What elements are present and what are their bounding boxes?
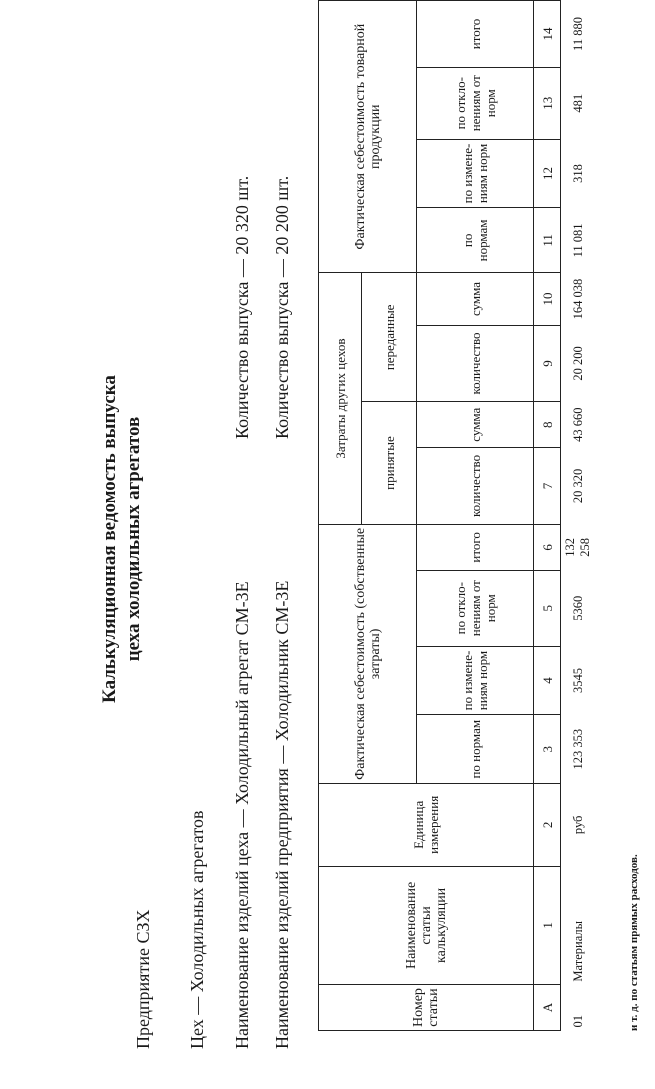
- header-transferred: переданные: [362, 273, 417, 402]
- header-unit: Единица измерения: [319, 783, 534, 866]
- header-other-shops: Затраты других цехов: [319, 273, 362, 524]
- header-quantity-1: количество: [417, 448, 534, 525]
- product-enterprise-label: Наименование изделий предприятия — Холодильник СМ-3Е: [272, 580, 292, 1049]
- cell-value: 123 353: [570, 728, 585, 770]
- column-number: 8: [534, 402, 561, 448]
- header-total-1: итого: [417, 524, 534, 570]
- cell-value: 43 660: [570, 407, 585, 442]
- column-number: 3: [534, 715, 561, 783]
- cell-value: 20 320: [570, 468, 585, 504]
- header-actual-cost-product: Фактическая себестоимость товарной продукции: [319, 1, 417, 273]
- header-row-1: [319, 1, 362, 1031]
- cell-article-no: 01: [570, 1015, 585, 1028]
- header-sum-1: сумма: [417, 402, 534, 448]
- column-number: 5: [534, 570, 561, 646]
- header-norm-changes-2: по измене-ниям норм: [417, 139, 534, 208]
- column-number: А: [534, 985, 561, 1031]
- calculation-table: [318, 0, 595, 1031]
- table-row: [561, 1, 596, 1031]
- document-title: [98, 329, 146, 749]
- workshop-label: Цех — Холодильных агрегатов: [187, 810, 207, 1049]
- column-number: 4: [534, 646, 561, 715]
- column-number: 7: [534, 448, 561, 525]
- cell-value: 132 258: [563, 537, 592, 557]
- column-number: 10: [534, 273, 561, 325]
- column-number: 6: [534, 524, 561, 570]
- header-article-name: Наименование статьи калькуляции: [319, 866, 534, 984]
- column-number: 13: [534, 67, 561, 139]
- cell-value: 3545: [570, 668, 585, 694]
- cell-value: 20 200: [570, 346, 585, 381]
- cell-value: 11 880: [570, 17, 585, 51]
- header-by-norms-1: по нормам: [417, 715, 534, 783]
- column-number: 9: [534, 325, 561, 402]
- footnote: и т. д. по статьям прямых расходов.: [628, 854, 640, 1031]
- cell-value: 5360: [570, 595, 585, 621]
- cell-value: 318: [570, 164, 585, 183]
- header-received: принятые: [362, 402, 417, 524]
- cell-unit: руб: [570, 815, 585, 835]
- header-actual-cost-own: Фактическая себестоимость (собственные затраты): [319, 524, 417, 783]
- title-line-2: цеха холодильных агрегатов: [123, 416, 144, 662]
- header-quantity-2: количество: [417, 325, 534, 402]
- header-article-no: Номер статьи: [319, 985, 534, 1031]
- enterprise-label: Предприятие СЗХ: [133, 909, 153, 1049]
- header-norm-changes-1: по измене-ниям норм: [417, 646, 534, 715]
- cell-article-name: Материалы: [570, 920, 585, 982]
- column-number: 1: [534, 866, 561, 984]
- output-quantity-1: Количество выпуска — 20 320 шт.: [232, 175, 252, 439]
- header-sum-2: сумма: [417, 273, 534, 325]
- cell-value: 481: [570, 93, 585, 113]
- cell-value: 11 081: [570, 223, 585, 258]
- product-workshop-label: Наименование изделий цеха — Холодильный агрегат СМ-3Е: [232, 581, 252, 1049]
- header-norm-deviations-2: по откло-нениям от норм: [417, 67, 534, 139]
- column-number: 14: [534, 1, 561, 68]
- output-quantity-2: Количество выпуска — 20 200 шт.: [272, 175, 292, 439]
- column-number: 2: [534, 783, 561, 866]
- header-total-2: итого: [417, 1, 534, 68]
- column-number: 12: [534, 139, 561, 208]
- header-norm-deviations-1: по откло-нениям от норм: [417, 570, 534, 646]
- column-number: 11: [534, 208, 561, 273]
- cell-value: 164 038: [570, 278, 585, 320]
- header-by-norms-2: по нормам: [417, 208, 534, 273]
- title-line-1: Калькуляционная ведомость выпуска: [99, 375, 120, 703]
- column-number-row: [534, 1, 561, 1031]
